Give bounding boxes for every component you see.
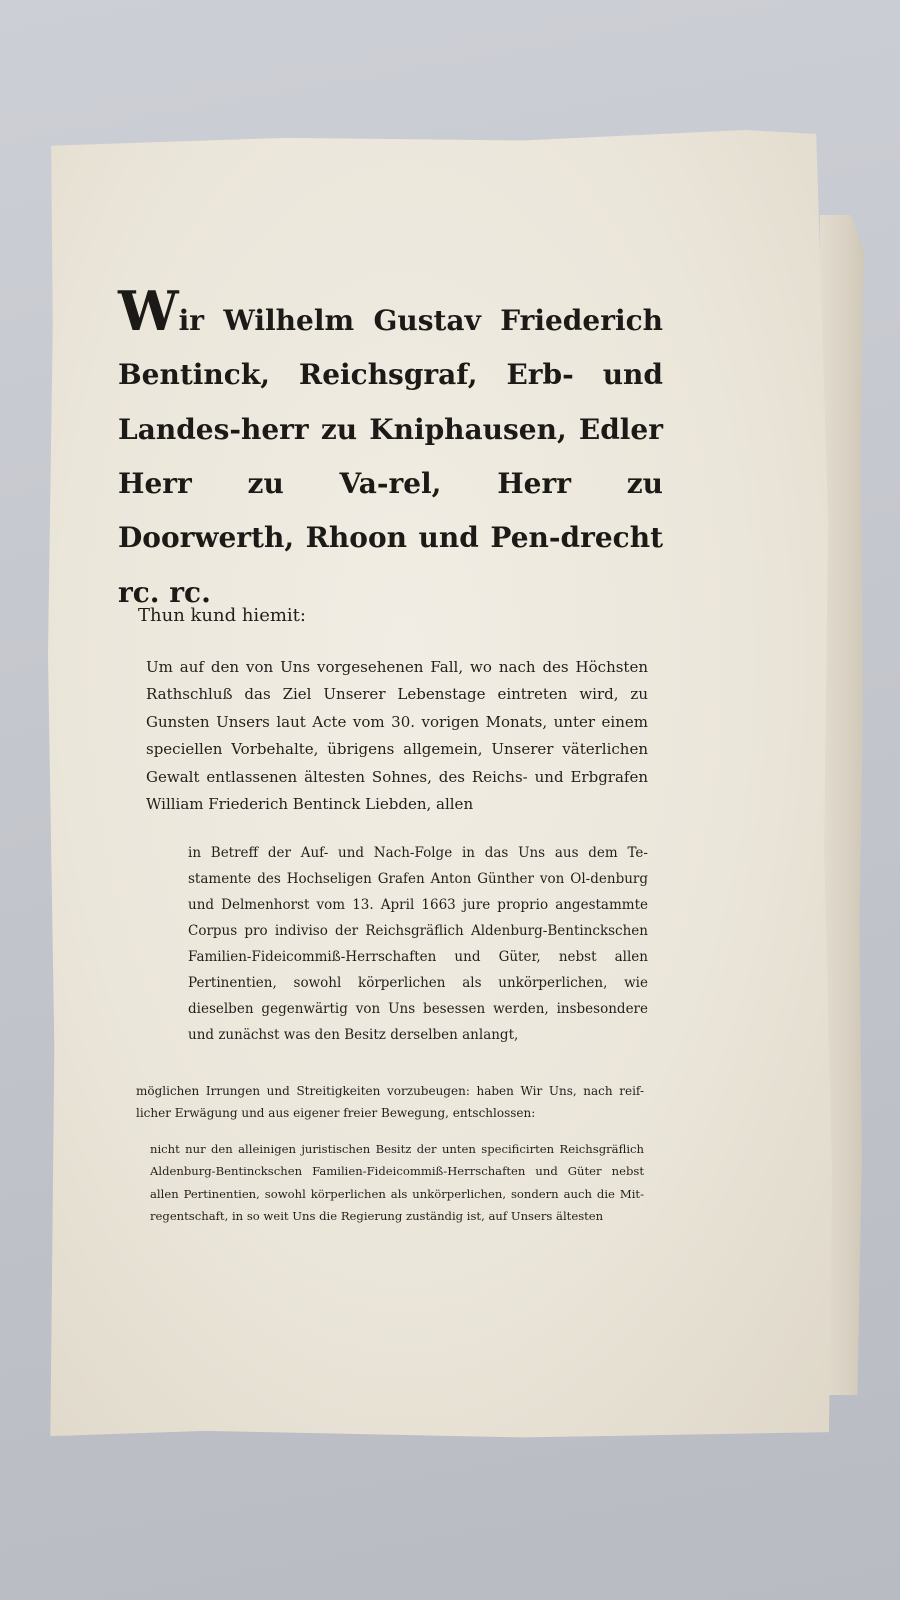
paragraph-3: möglichen Irrungen und Streitigkeiten vorzubeugen: haben Wir Uns, nach reif-licher Erwägung und aus eigener freier Bewegung, entschlossen:: [136, 1084, 644, 1121]
paragraph-2: in Betreff der Auf- und Nach-Folge in das Uns aus dem Te-stamente des Hochseligen Grafen Anton Günther von Ol-denburg und Delmenhorst vom 13. April 1663 jure proprio angestammte Corpus pro indiviso der Reichsgräflich Aldenburg-Bentinckschen Familien-Fideicommiß-Herrschaften und Güter, nebst allen Pertinentien, sowohl körperlichen als unkörperlichen, wie dieselben gegenwärtig von Uns besessen werden, insbesondere und zunächst was den Besitz derselben anlangt,: [188, 845, 648, 1044]
document-title: [118, 279, 663, 620]
title-initial: W: [118, 279, 179, 343]
paragraph-4: nicht nur den alleinigen juristischen Besitz der unten specificirten Reichsgräflich Aldenburg-Bentinckschen Familien-Fideicommiß-Herrschaften und Güter nebst allen Pertinentien, sowohl körperlichen als unkörperlichen, sondern auch die Mit-regentschaft, in so weit Uns die Regierung zuständig ist, auf Unsers ältesten: [150, 1142, 644, 1223]
declaration-line: Thun kund hiemit:: [138, 605, 306, 626]
title-text: ir Wilhelm Gustav Friederich Bentinck, Reichsgraf, Erb- und Landes-herr zu Kniphausen, Edler Herr zu Va-rel, Herr zu Doorwerth, Rhoon und Pen-drecht rc. rc.: [118, 304, 663, 609]
paragraph-1: Um auf den von Uns vorgesehenen Fall, wo nach des Höchsten Rathschluß das Ziel Unserer Lebenstage eintreten wird, zu Gunsten Unsers laut Acte vom 30. vorigen Monats, unter einem speciellen Vorbehalte, übrigens allgemein, Unserer väterlichen Gewalt entlassenen ältesten Sohnes, des Reichs- und Erbgrafen William Friederich Bentinck Liebden, allen: [146, 658, 648, 814]
